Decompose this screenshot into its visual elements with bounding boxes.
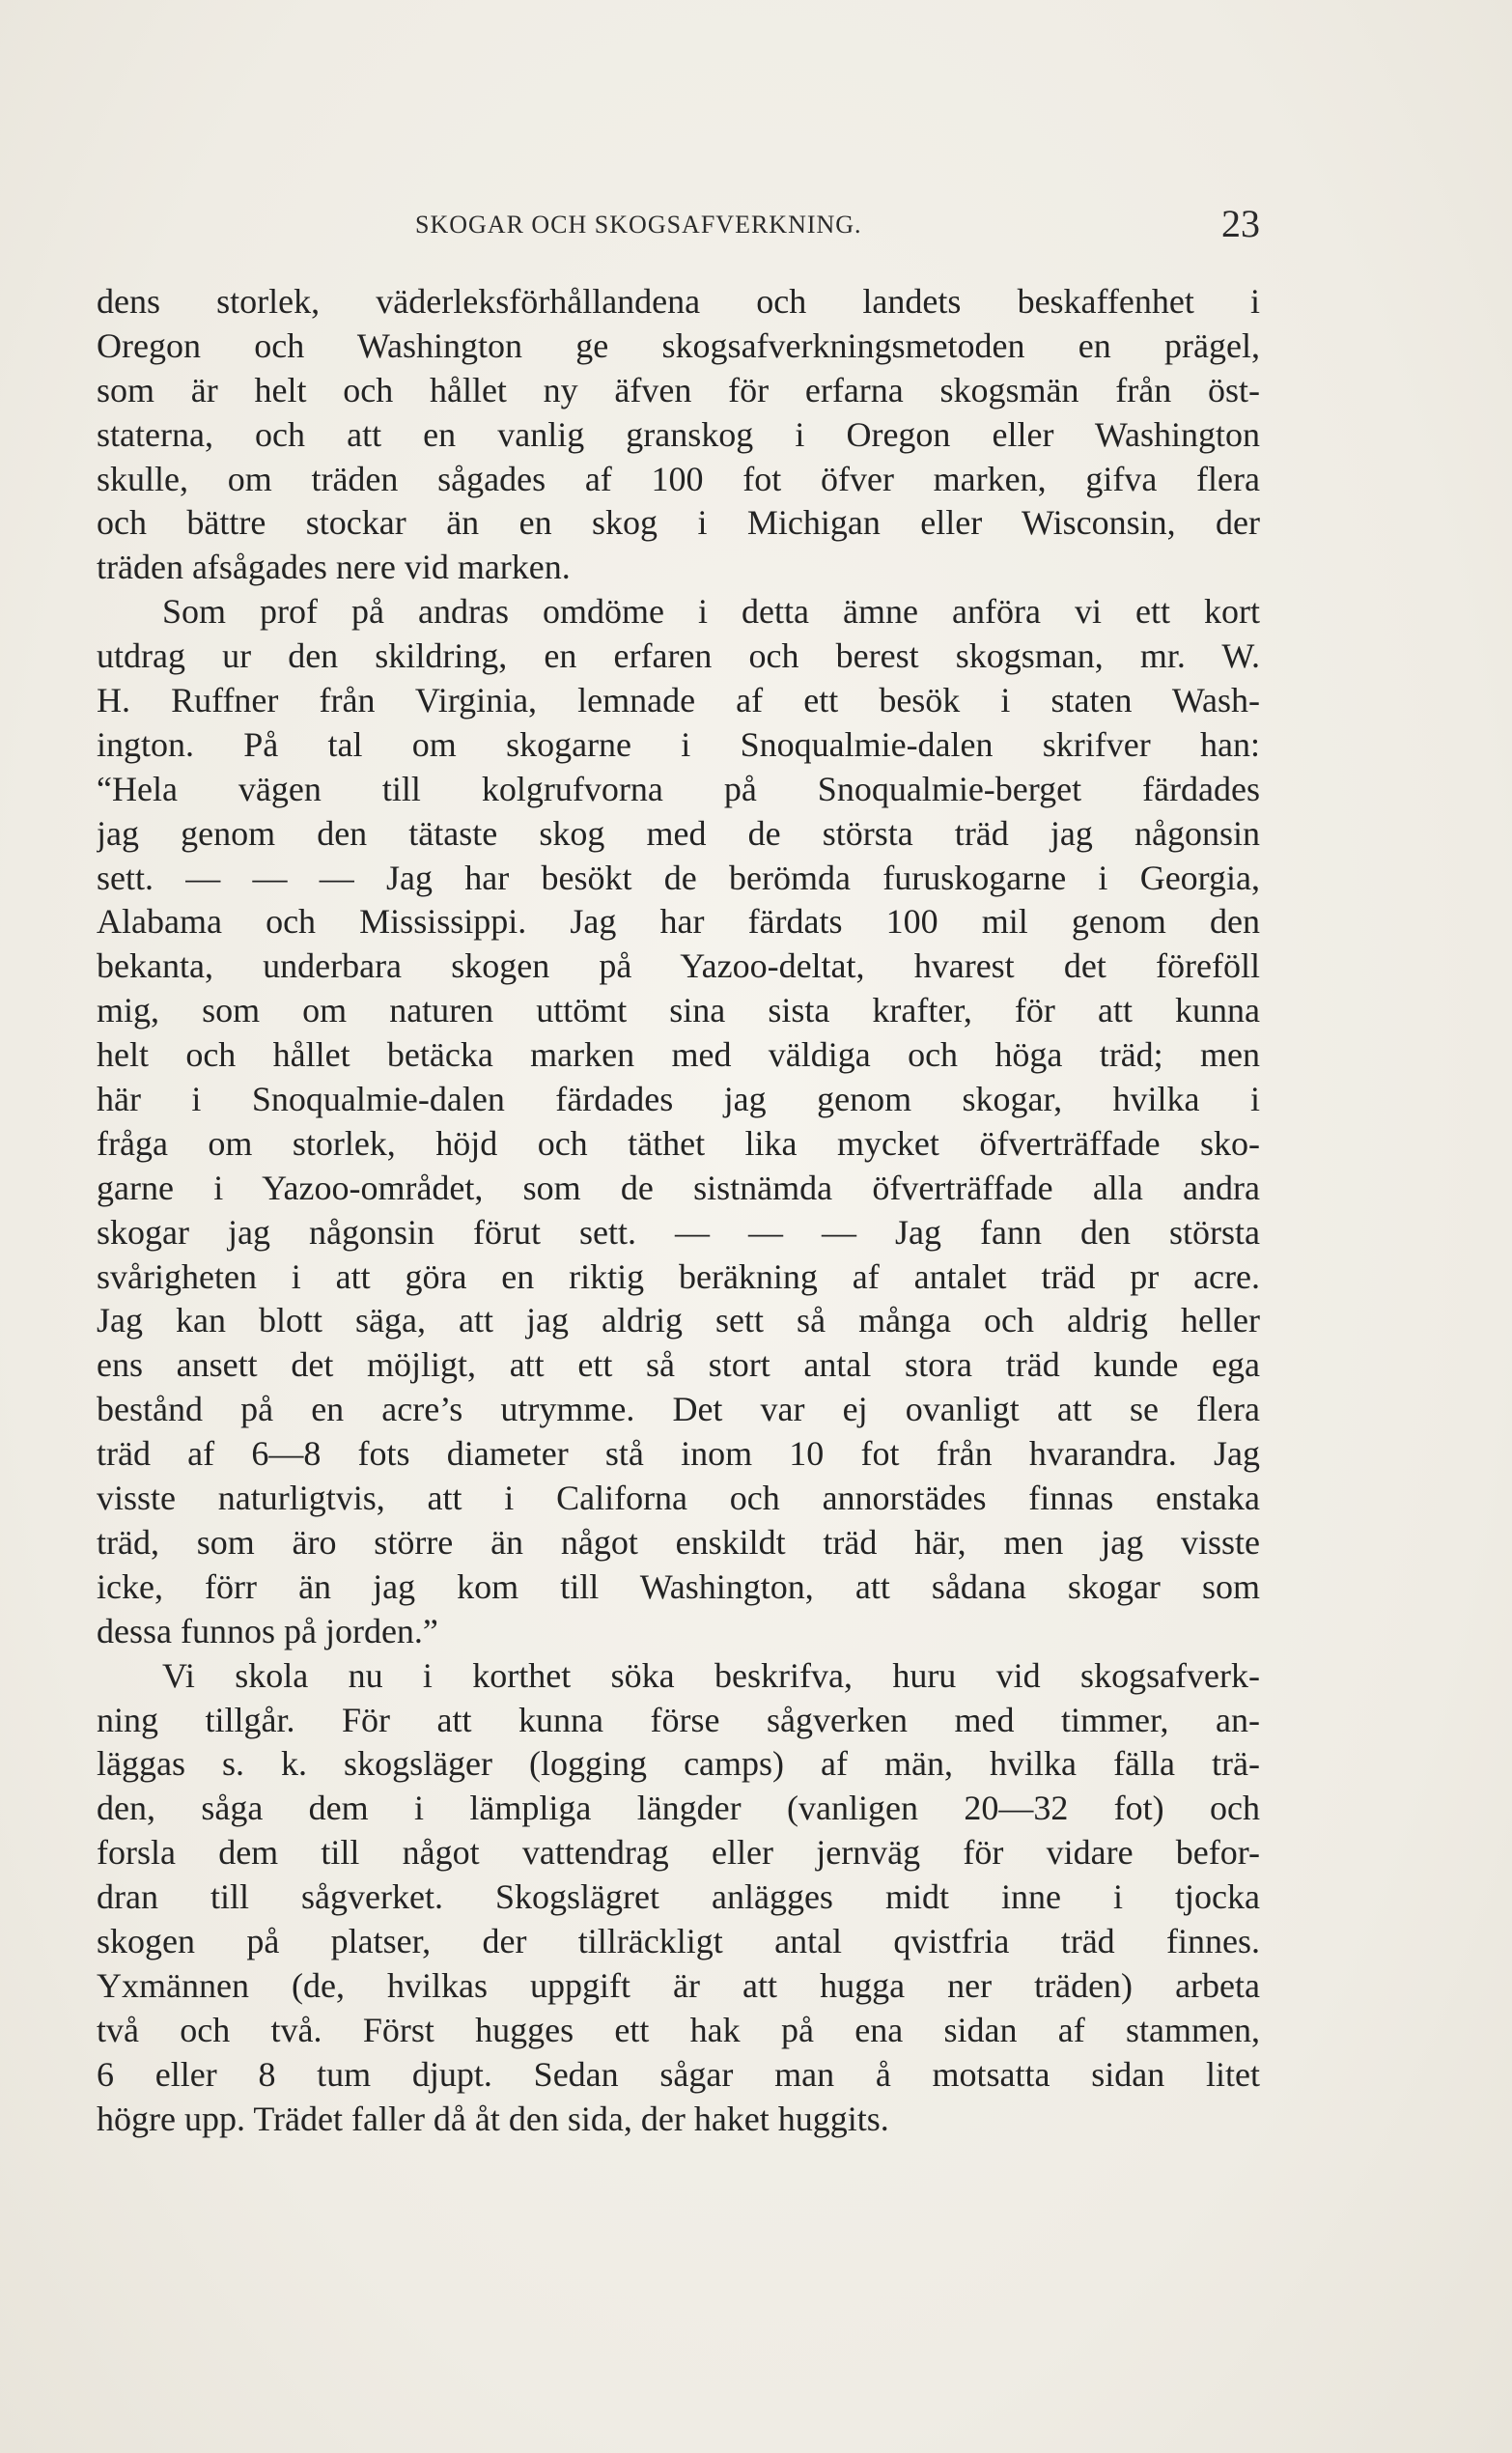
text-line: två och två. Först hugges ett hak på ena sidan af stammen, (97, 2010, 1260, 2049)
text-line: garne i Yazoo-området, som de sistnämda öfverträffade alla andra (97, 1168, 1260, 1207)
text-line: dessa funnos på jorden.” (97, 1611, 438, 1650)
text-line: läggas s. k. skogsläger (logging camps) af män, hvilka fälla trä- (97, 1744, 1260, 1784)
text-line: skogen på platser, der tillräckligt antal qvistfria träd finnes. (97, 1921, 1260, 1960)
text-line: Vi skola nu i korthet söka beskrifva, huru vid skogsafverk- (162, 1655, 1260, 1695)
text-line: helt och hållet betäcka marken med väldiga och höga träd; men (97, 1035, 1260, 1075)
text-line: Oregon och Washington ge skogsafverkningsmetoden en prägel, (97, 325, 1260, 365)
text-line: Yxmännen (de, hvilkas uppgift är att hugga ner träden) arbeta (97, 1965, 1260, 2005)
text-line: dran till sågverket. Skogslägret anlägges midt inne i tjocka (97, 1877, 1260, 1917)
body-text (97, 280, 1260, 2141)
running-head: SKOGAR OCH SKOGSAFVERKNING. (415, 211, 862, 239)
text-line: visste naturligtvis, att i Californa och annorstädes finnas enstaka (97, 1479, 1260, 1518)
text-line: icke, förr än jag kom till Washington, att sådana skogar som (97, 1566, 1260, 1606)
text-line: utdrag ur den skildring, en erfaren och berest skogsman, mr. W. (97, 636, 1260, 676)
text-line: högre upp. Trädet faller då åt den sida, der haket huggits. (97, 2099, 889, 2138)
text-line: här i Snoqualmie-dalen färdades jag genom skogar, hvilka i (97, 1080, 1260, 1119)
text-line: Alabama och Mississippi. Jag har färdats 100 mil genom den (97, 902, 1260, 942)
text-line: ning tillgår. För att kunna förse sågverken med timmer, an- (97, 1700, 1260, 1739)
text-line: skogar jag någonsin förut sett. — — — Jag fann den största (97, 1212, 1260, 1252)
text-line: Som prof på andras omdöme i detta ämne anföra vi ett kort (162, 592, 1260, 632)
text-line: Jag kan blott säga, att jag aldrig sett så många och aldrig heller (97, 1301, 1260, 1340)
text-line: 6 eller 8 tum djupt. Sedan sågar man å motsatta sidan litet (97, 2054, 1260, 2094)
text-line: staterna, och att en vanlig granskog i Oregon eller Washington (97, 414, 1260, 454)
text-line: den, såga dem i lämpliga längder (vanligen 20—32 fot) och (97, 1789, 1260, 1828)
text-line: träd af 6—8 fots diameter stå inom 10 fot från hvarandra. Jag (97, 1434, 1260, 1474)
text-line: ens ansett det möjligt, att ett så stort antal stora träd kunde ega (97, 1345, 1260, 1385)
text-line: träd, som äro större än något enskildt träd här, men jag visste (97, 1522, 1260, 1562)
text-line: “Hela vägen till kolgrufvorna på Snoqualmie-berget färdades (97, 769, 1260, 808)
text-line: svårigheten i att göra en riktig beräkning af antalet träd pr acre. (97, 1256, 1260, 1296)
text-line: skulle, om träden sågades af 100 fot öfver marken, gifva flera (97, 459, 1260, 498)
page-number: 23 (1221, 202, 1260, 245)
text-line: och bättre stockar än en skog i Michigan eller Wisconsin, der (97, 503, 1260, 543)
text-line: träden afsågades nere vid marken. (97, 548, 571, 587)
text-line: H. Ruffner från Virginia, lemnade af ett besök i staten Wash- (97, 681, 1260, 720)
text-line: mig, som om naturen uttömt sina sista krafter, för att kunna (97, 991, 1260, 1030)
text-line: fråga om storlek, höjd och täthet lika mycket öfverträffade sko- (97, 1123, 1260, 1163)
text-line: bekanta, underbara skogen på Yazoo-deltat, hvarest det föreföll (97, 946, 1260, 986)
text-line: ington. På tal om skogarne i Snoqualmie-dalen skrifver han: (97, 724, 1260, 764)
text-line: jag genom den tätaste skog med de största träd jag någonsin (97, 813, 1260, 853)
text-line: dens storlek, väderleksförhållandena och landets beskaffenhet i (97, 282, 1260, 321)
page-header (97, 201, 1260, 249)
text-line: som är helt och hållet ny äfven för erfarna skogsmän från öst- (97, 370, 1260, 409)
text-line: sett. — — — Jag har besökt de berömda furuskogarne i Georgia, (97, 858, 1260, 897)
text-line: bestånd på en acre’s utrymme. Det var ej ovanligt att se flera (97, 1390, 1260, 1429)
text-line: forsla dem till något vattendrag eller jernväg för vidare befor- (97, 1833, 1260, 1873)
